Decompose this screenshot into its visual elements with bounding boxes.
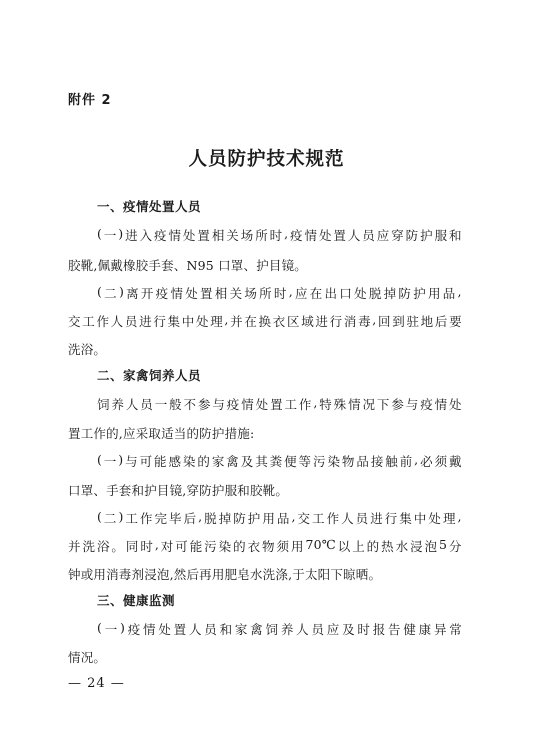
attachment-label: 附件 2 — [68, 93, 112, 108]
section-heading-1: 一、疫情处置人员 — [97, 199, 202, 214]
paragraph-line: ( 一 ) 疫 情 处 置 人 员 和 家 禽 饲 养 人 员 应 及 时 报 告 健 康 异 常 — [97, 620, 462, 637]
paragraph-line: 口罩、手套和护目镜,穿防护服和胶靴。 — [68, 483, 289, 498]
section-heading-2: 二、家禽饲养人员 — [97, 368, 202, 383]
paragraph-line: ( 二 ) 离 开 疫 情 处 置 相 关 场 所 时 , 应 在 出 口 处 脱 掉 防 护 用 品 , — [97, 284, 462, 301]
paragraph-line: 交 工 作 人 员 进 行 集 中 处 理 , 并 在 换 衣 区 域 进 行 消 毒 , 回 到 驻 地 后 要 — [68, 312, 462, 329]
paragraph-line: 胶靴,佩戴橡胶手套、N95 口罩、护目镜。 — [68, 258, 307, 273]
page-number: — 24 — — [68, 676, 125, 691]
paragraph-line: 洗浴。 — [68, 342, 107, 357]
paragraph-line: ( 一 ) 进 入 疫 情 处 置 相 关 场 所 时 , 疫 情 处 置 人 员 应 穿 防 护 服 和 — [97, 226, 462, 243]
paragraph-line: ( 二 ) 工 作 完 毕 后 , 脱 掉 防 护 用 品 , 交 工 作 人 员 进 行 集 中 处 理 , — [97, 509, 462, 526]
section-heading-3: 三、健康监测 — [97, 593, 176, 608]
paragraph-line: ( 一 ) 与 可 能 感 染 的 家 禽 及 其 粪 便 等 污 染 物 品 接 触 前 , 必 须 戴 — [97, 452, 462, 469]
paragraph-line: 并 洗 浴 。 同 时 , 对 可 能 污 染 的 衣 物 须 用 70℃ 以 上 的 热 水 浸 泡 5 分 — [68, 537, 462, 554]
paragraph-line: 饲 养 人 员 一 般 不 参 与 疫 情 处 置 工 作 , 特 殊 情 况 下 参 与 疫 情 处 — [97, 395, 462, 412]
paragraph-line: 钟或用消毒剂浸泡,然后再用肥皂水洗涤,于太阳下晾晒。 — [68, 567, 382, 582]
page-title: 人员防护技术规范 — [188, 149, 345, 170]
paragraph-line: 置工作的,应采取适当的防护措施: — [68, 426, 255, 441]
paragraph-line: 情况。 — [68, 650, 107, 665]
